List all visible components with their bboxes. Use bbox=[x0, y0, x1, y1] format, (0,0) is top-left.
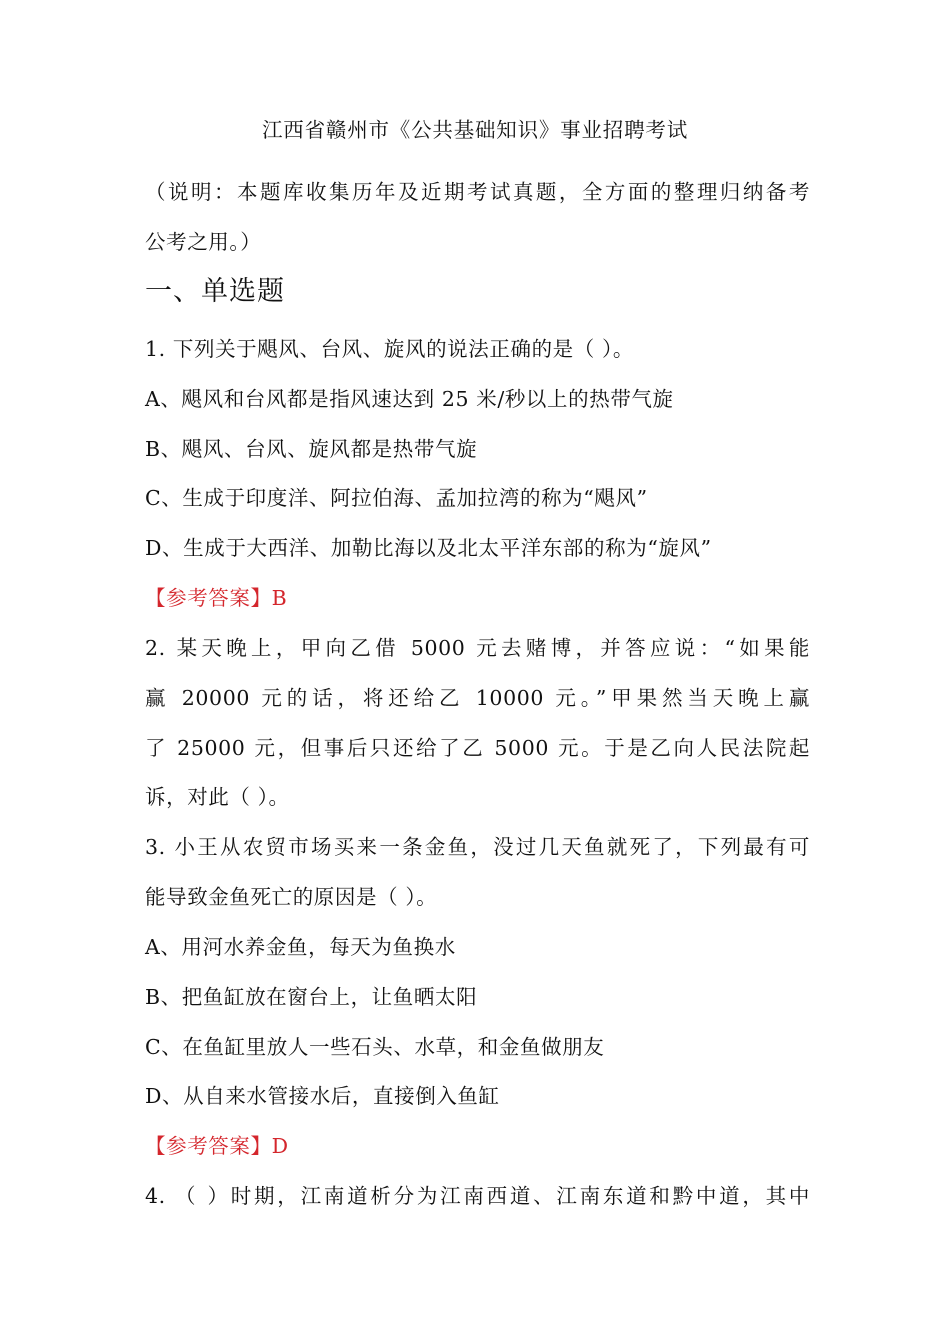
exam-note-line-2: 公考之用。） bbox=[145, 230, 262, 254]
document-title: 江西省赣州市《公共基础知识》事业招聘考试 bbox=[262, 118, 688, 142]
question-1-option-b: B、飓风、台风、旋风都是热带气旋 bbox=[145, 437, 478, 461]
question-2-stem-line-4: 诉，对此（ ）。 bbox=[145, 785, 290, 809]
question-2-stem-line-3: 了 25000 元，但事后只还给了乙 5000 元。于是乙向人民法院起 bbox=[145, 736, 810, 760]
question-1-answer: 【参考答案】B bbox=[145, 586, 288, 610]
question-1-option-c: C、生成于印度洋、阿拉伯海、孟加拉湾的称为“飓风” bbox=[145, 486, 648, 510]
question-3-option-a: A、用河水养金鱼，每天为鱼换水 bbox=[145, 935, 456, 959]
question-3-option-b: B、把鱼缸放在窗台上，让鱼晒太阳 bbox=[145, 985, 478, 1009]
question-3-stem-line-2: 能导致金鱼死亡的原因是（ ）。 bbox=[145, 885, 438, 909]
question-2-stem-line-2: 赢 20000 元的话，将还给乙 10000 元。”甲果然当天晚上赢 bbox=[145, 686, 810, 710]
question-2-stem-line-1: 2. 某天晚上，甲向乙借 5000 元去赌博，并答应说：“如果能 bbox=[145, 636, 810, 660]
question-1-stem: 1. 下列关于飓风、台风、旋风的说法正确的是（ ）。 bbox=[145, 337, 634, 361]
question-4-stem-line-1: 4. （ ）时期，江南道析分为江南西道、江南东道和黔中道，其中 bbox=[145, 1184, 810, 1208]
question-1-option-a: A、飓风和台风都是指风速达到 25 米/秒以上的热带气旋 bbox=[145, 387, 674, 411]
exam-note-line-1: （说明：本题库收集历年及近期考试真题，全方面的整理归纳备考 bbox=[145, 180, 810, 204]
section-heading: 一、单选题 bbox=[145, 276, 285, 307]
question-1-option-d: D、生成于大西洋、加勒比海以及北太平洋东部的称为“旋风” bbox=[145, 536, 712, 560]
question-3-option-c: C、在鱼缸里放人一些石头、水草，和金鱼做朋友 bbox=[145, 1035, 605, 1059]
question-3-answer: 【参考答案】D bbox=[145, 1134, 289, 1158]
question-3-stem-line-1: 3. 小王从农贸市场买来一条金鱼，没过几天鱼就死了，下列最有可 bbox=[145, 835, 810, 859]
question-3-option-d: D、从自来水管接水后，直接倒入鱼缸 bbox=[145, 1084, 500, 1108]
